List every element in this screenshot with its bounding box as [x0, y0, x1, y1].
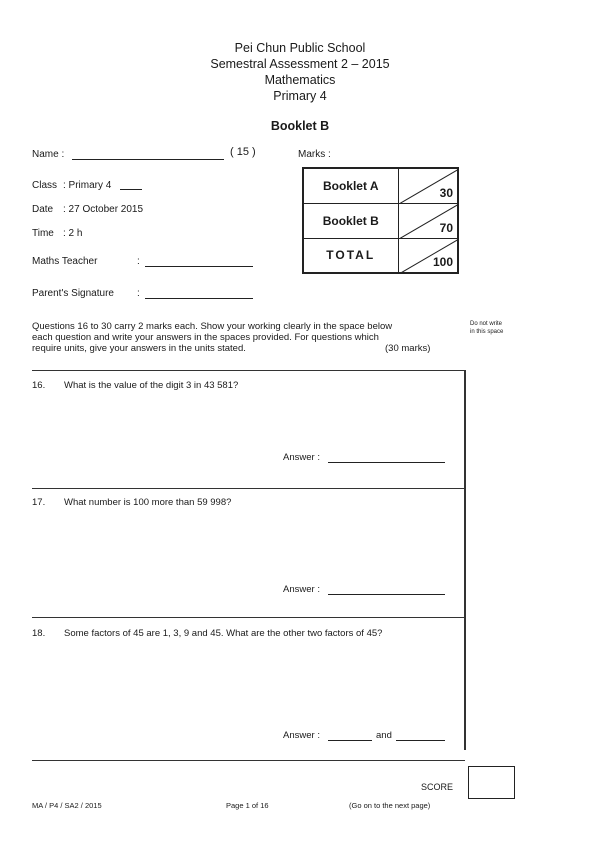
subject-title: Mathematics	[264, 73, 336, 87]
marks-total: 100	[432, 255, 453, 269]
marks-row-total	[303, 238, 458, 273]
marks-cell	[398, 168, 458, 203]
answer-line-1[interactable]	[328, 730, 372, 741]
answer-line-2[interactable]	[396, 730, 445, 741]
question-text: Some factors of 45 are 1, 3, 9 and 45. What are the other two factors of 45?	[64, 628, 383, 639]
assessment-title: Semestral Assessment 2 – 2015	[210, 57, 390, 71]
answer-and: and	[376, 730, 392, 741]
instructions-line-1: Questions 16 to 30 carry 2 marks each. Show your working clearly in the space below	[32, 321, 393, 332]
class-line	[120, 178, 142, 190]
instructions-line-2: each question and write your answers in the spaces provided. For questions which	[32, 332, 379, 343]
marks-total: 70	[439, 220, 453, 235]
teacher-label: Maths Teacher	[32, 256, 98, 267]
signature-label: Parent's Signature	[32, 288, 114, 299]
divider-top	[32, 370, 465, 371]
page-number: Page 1 of 16	[226, 801, 269, 810]
answer-label: Answer :	[283, 452, 320, 463]
question-text: What number is 100 more than 59 998?	[64, 497, 232, 508]
level-title: Primary 4	[273, 89, 327, 103]
paper-code: MA / P4 / SA2 / 2015	[32, 801, 102, 810]
side-note-1: Do not write	[470, 321, 503, 327]
school-name: Pei Chun Public School	[234, 41, 366, 55]
question-number: 17.	[32, 497, 46, 508]
divider-bottom	[32, 760, 465, 761]
divider	[32, 617, 465, 618]
question-number: 18.	[32, 628, 46, 639]
teacher-line[interactable]	[145, 256, 253, 267]
register-number: ( 15 )	[230, 146, 256, 158]
marks-row-booklet-b	[303, 203, 458, 238]
marks-row-label: Booklet B	[303, 203, 398, 238]
date-label: Date	[32, 204, 54, 215]
question-number: 16.	[32, 380, 46, 391]
answer-line[interactable]	[328, 584, 445, 595]
divider	[32, 488, 465, 489]
answer-label: Answer :	[283, 584, 320, 595]
name-label: Name :	[32, 149, 65, 160]
marks-table	[302, 167, 459, 274]
question-text: What is the value of the digit 3 in 43 581?	[64, 380, 239, 391]
marks-label: Marks :	[298, 149, 331, 160]
score-label: SCORE	[421, 782, 454, 792]
instructions-line-3: require units, give your answers in the units stated.	[32, 343, 246, 354]
marks-cell	[398, 203, 458, 238]
instructions-marks: (30 marks)	[385, 343, 431, 354]
score-box[interactable]	[468, 766, 515, 799]
teacher-colon: :	[137, 256, 140, 267]
answer-line[interactable]	[328, 452, 445, 463]
date-value: : 27 October 2015	[63, 204, 144, 215]
marks-row-booklet-a	[303, 168, 458, 203]
marks-row-label: Booklet A	[303, 168, 398, 203]
name-line[interactable]	[72, 149, 224, 160]
marks-total: 30	[439, 185, 453, 200]
marks-cell	[398, 238, 458, 273]
time-label: Time	[32, 228, 54, 239]
signature-line[interactable]	[145, 288, 253, 299]
signature-colon: :	[137, 288, 140, 299]
class-value: : Primary 4	[63, 180, 112, 191]
side-note-2: in this space	[470, 329, 504, 335]
margin-line	[464, 370, 466, 750]
marks-row-label: TOTAL	[303, 238, 398, 273]
booklet-title: Booklet B	[270, 119, 330, 133]
answer-label: Answer :	[283, 730, 320, 741]
next-page-note: (Go on to the next page)	[349, 801, 431, 810]
time-value: : 2 h	[63, 228, 83, 239]
class-label: Class	[32, 180, 58, 191]
